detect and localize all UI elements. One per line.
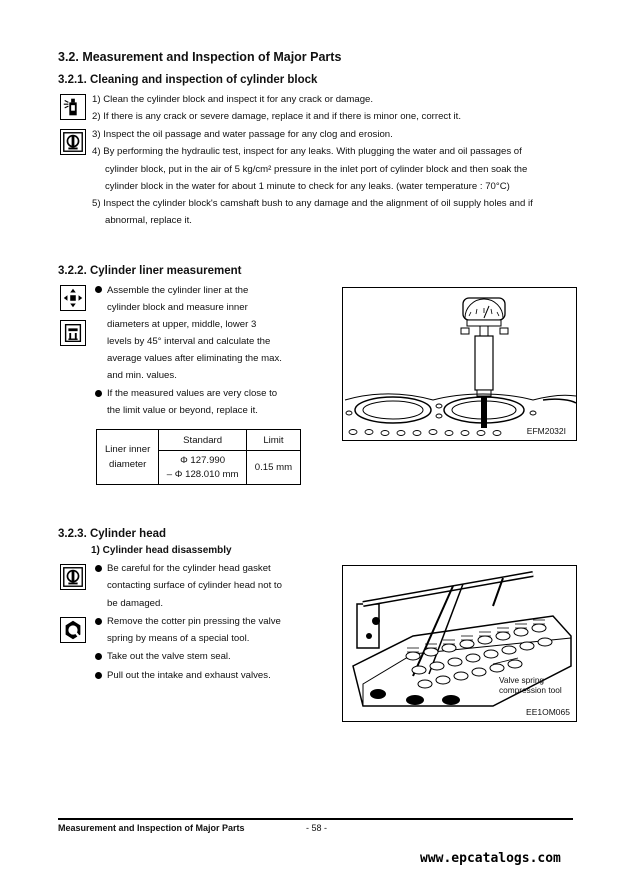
figure-code-2: EE1OM065 xyxy=(526,707,570,717)
figure-valve-spring-tool xyxy=(342,565,577,722)
subsection-subtitle: 1) Cylinder head disassembly xyxy=(91,545,232,556)
caution-gauge-icon xyxy=(60,564,86,590)
s323-line-4: Remove the cotter pin pressing the valve xyxy=(107,616,281,627)
s323-line-3: be damaged. xyxy=(107,598,164,609)
s321-line-8: abnormal, replace it. xyxy=(105,215,192,226)
standard-value-2: – Φ 128.010 mm xyxy=(166,468,239,480)
liner-gauge-illustration xyxy=(343,288,576,440)
page-number: - 58 - xyxy=(306,823,328,833)
liner-spec-table xyxy=(96,429,301,485)
s322-line-6: and min. values. xyxy=(107,370,177,381)
cleaning-spray-icon xyxy=(60,94,86,120)
valve-spring-tool-illustration xyxy=(343,566,576,721)
figure-label xyxy=(499,675,562,695)
subsection-title-321: 3.2.1. Cleaning and inspection of cylinder block xyxy=(58,74,318,86)
bullet xyxy=(95,286,102,293)
row-label-line-1: Liner inner xyxy=(104,444,151,455)
s321-line-4: 4) By performing the hydraulic test, inspect for any leaks. With plugging the water and oil passages of xyxy=(92,146,522,157)
s321-line-6: cylinder block in the water for about 1 minute to check for any leaks. (water temperature : 70°C) xyxy=(105,181,510,192)
bullet xyxy=(95,618,102,625)
section-title: 3.2. Measurement and Inspection of Major Parts xyxy=(58,50,342,64)
s321-line-3: 3) Inspect the oil passage and water passage for any clog and erosion. xyxy=(92,129,393,140)
figure-label-line-1: Valve spring xyxy=(499,675,545,685)
bullet xyxy=(95,672,102,679)
bullet xyxy=(95,390,102,397)
watermark-url: www.epcatalogs.com xyxy=(420,851,561,866)
bullet xyxy=(95,565,102,572)
s323-line-6: Take out the valve stem seal. xyxy=(107,651,231,662)
subsection-title-323: 3.2.3. Cylinder head xyxy=(58,528,167,540)
header-limit: Limit xyxy=(246,430,300,451)
measure-caliper-icon xyxy=(60,320,86,346)
s322-line-1: Assemble the cylinder liner at the xyxy=(107,285,249,296)
s321-line-2: 2) If there is any crack or severe damage, replace it and if there is minor one, correct it. xyxy=(92,111,461,122)
figure-code: EFM2032I xyxy=(526,426,566,436)
bullet xyxy=(95,653,102,660)
assemble-arrows-icon xyxy=(60,285,86,311)
s323-line-5: spring by means of a special tool. xyxy=(107,633,250,644)
figure-label-line-2: compression tool xyxy=(499,685,562,695)
header-standard: Standard xyxy=(159,430,247,451)
s323-line-2: contacting surface of cylinder head not to xyxy=(107,580,282,591)
s321-line-7: 5) Inspect the cylinder block's camshaft bush to any damage and the alignment of oil supply holes and if xyxy=(92,198,533,209)
footer-rule xyxy=(58,818,573,820)
s322-line-5: average values after eliminating the max. xyxy=(107,353,282,364)
s322-line-4: levels by 45° interval and calculate the xyxy=(107,336,271,347)
s323-line-1: Be careful for the cylinder head gasket xyxy=(107,563,271,574)
s322-line-2: cylinder block and measure inner xyxy=(107,302,248,313)
inspection-gauge-icon xyxy=(60,129,86,155)
footer-title: Measurement and Inspection of Major Parts xyxy=(58,823,245,833)
s321-line-1: 1) Clean the cylinder block and inspect it for any crack or damage. xyxy=(92,94,374,105)
standard-value-1: Φ 127.990 xyxy=(180,454,226,466)
s321-line-5: cylinder block, put in the air of 5 kg/cm² pressure in the inlet port of cylinder block and then soak the xyxy=(105,164,528,175)
row-label-line-2: diameter xyxy=(108,459,147,470)
s322-line-8: the limit value or beyond, replace it. xyxy=(107,405,258,416)
subsection-title-322: 3.2.2. Cylinder liner measurement xyxy=(58,265,242,277)
s322-line-7: If the measured values are very close to xyxy=(107,388,278,399)
special-tool-wrench-icon xyxy=(60,617,86,643)
s323-line-7: Pull out the intake and exhaust valves. xyxy=(107,670,271,681)
s322-line-3: diameters at upper, middle, lower 3 xyxy=(107,319,257,330)
liner-row-label xyxy=(97,430,159,485)
limit-value: 0.15 mm xyxy=(246,451,300,485)
standard-value xyxy=(159,451,247,485)
figure-liner-gauge xyxy=(342,287,577,441)
